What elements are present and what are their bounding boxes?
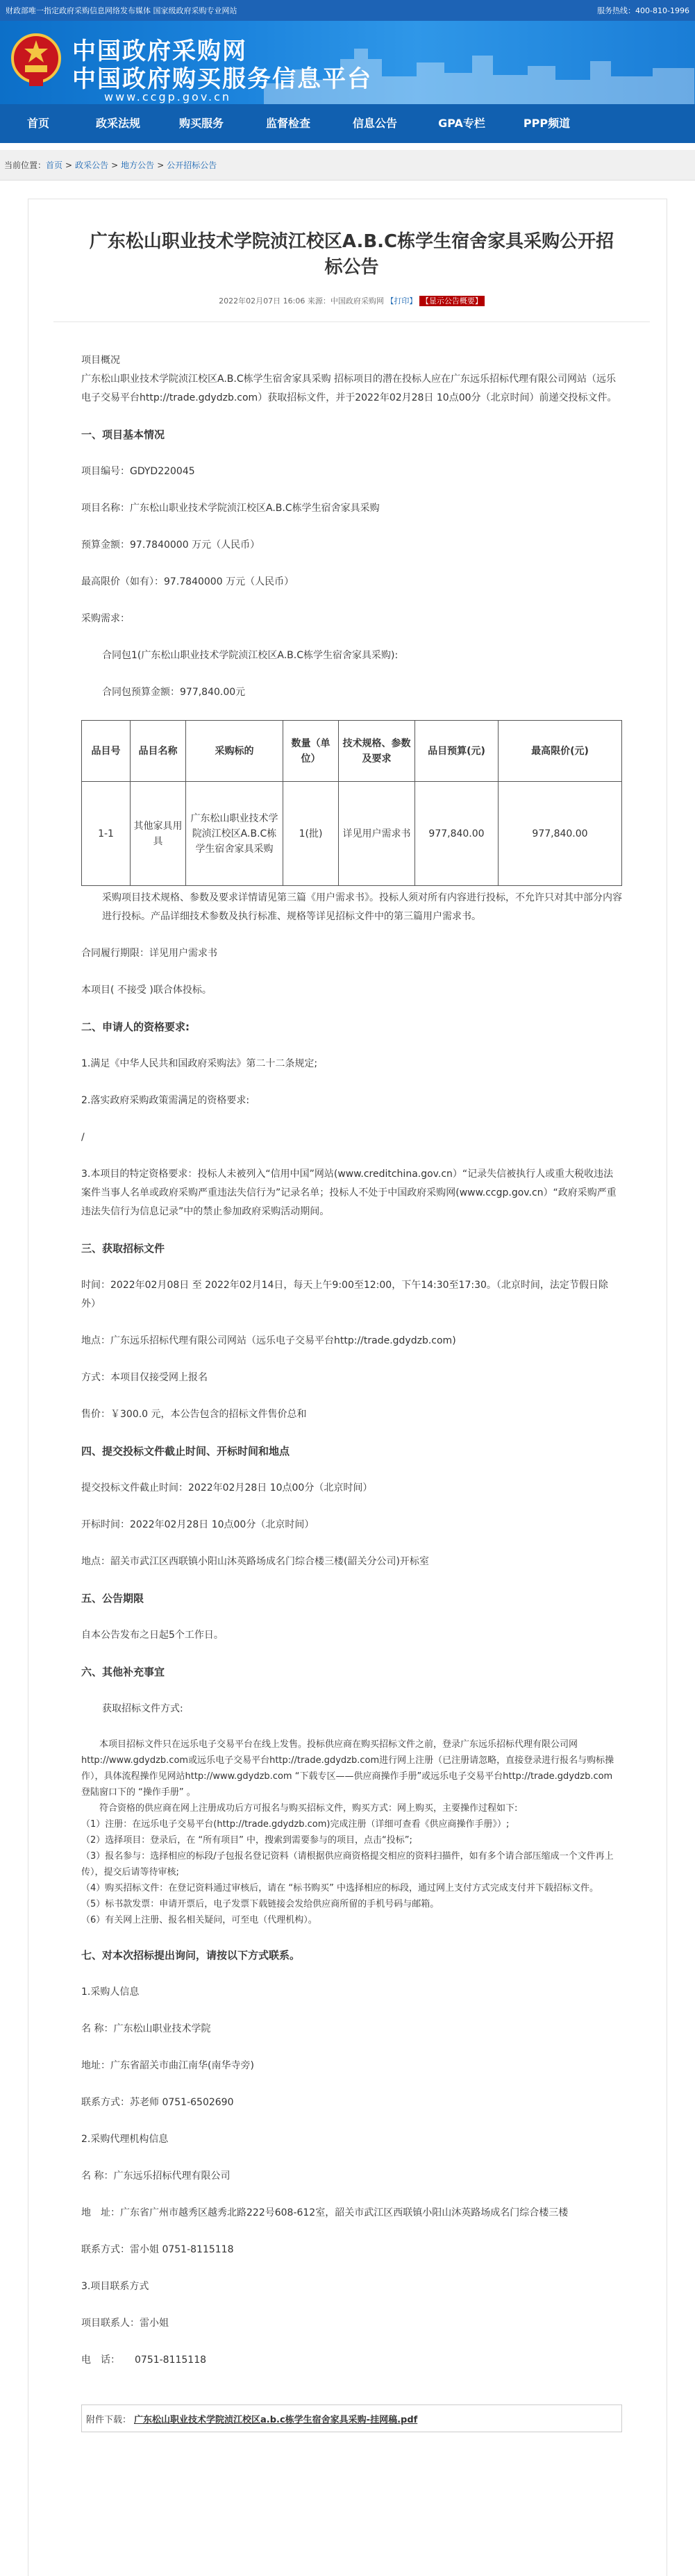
requirement-3: 3.本项目的特定资格要求：投标人未被列入“信用中国”网站(www.creditchina.gov.cn）“记录失信被执行人或重大税收违法案件当事人名单或政府采购严重违法失信行为”记录名单；投标人不处于中国政府采购网(www.ccgp.gov.cn）“政府采购严重违法失信行为信息记录”中的禁止参加政府采购活动期间。 — [81, 1169, 617, 1217]
obtain-place: 地点：广东远乐招标代理有限公司网站（远乐电子交易平台http://trade.gdydzb.com) — [81, 1335, 456, 1346]
nav-regulations[interactable]: 政采法规 — [95, 117, 140, 130]
table-cell: 977,840.00 — [499, 782, 622, 886]
site-banner — [0, 21, 695, 104]
breadcrumb-separator: > — [111, 160, 119, 170]
section-heading: 一、项目基本情况 — [81, 428, 165, 441]
notice-period: 自本公告发布之日起5个工作日。 — [81, 1630, 224, 1641]
table-header: 品目名称 — [131, 721, 186, 782]
step-item: （4）购买招标文件：在登记资料通过审核后，请在 “标书购买” 中选择相应的标段，通过网上支付方式完成支付并下载招标文件。 — [81, 1883, 599, 1893]
purchaser-address: 地址：广东省韶关市曲江南华(南华寺旁) — [81, 2060, 254, 2071]
project-contact-person: 项目联系人：雷小姐 — [81, 2318, 169, 2329]
step-item: （5）标书款发票：申请开票后，电子发票下载链接会发给供应商所留的手机号码与邮箱。 — [81, 1899, 439, 1909]
attachment-download-link[interactable]: 广东松山职业技术学院浈江校区a.b.c栋学生宿舍家具采购-挂网稿.pdf — [134, 2414, 418, 2425]
table-header: 采购标的 — [186, 721, 283, 782]
contract-period: 合同履行期限：详见用户需求书 — [81, 948, 217, 959]
print-link[interactable]: 【打印】 — [386, 296, 417, 306]
table-cell: 1-1 — [82, 782, 131, 886]
show-summary-button[interactable]: 【显示公告概要】 — [419, 296, 485, 306]
breadcrumb-local[interactable]: 地方公告 — [121, 160, 155, 170]
step-item: （6）有关网上注册、报名相关疑问，可至电（代理机构）。 — [81, 1915, 317, 1925]
table-cell: 其他家具用具 — [131, 782, 186, 886]
article-container — [28, 199, 667, 2576]
breadcrumb-separator: > — [157, 160, 165, 170]
breadcrumb-separator: > — [65, 160, 73, 170]
section-heading: 六、其他补充事宜 — [81, 1666, 165, 1678]
article-meta — [81, 295, 622, 306]
contact-section: 3.项目联系方式 — [81, 2281, 149, 2292]
project-number: 项目编号：GDYD220045 — [81, 466, 195, 477]
divider — [53, 321, 650, 322]
top-strip-slogan: 财政部唯一指定政府采购信息网络发布媒体 国家级政府采购专业网站 — [6, 6, 237, 15]
section-heading: 二、申请人的资格要求: — [81, 1021, 190, 1033]
nav-ppp[interactable]: PPP频道 — [523, 117, 571, 130]
purchaser-name: 名 称：广东松山职业技术学院 — [81, 2023, 211, 2034]
breadcrumb-announcements[interactable]: 政采公告 — [75, 160, 109, 170]
section-heading: 五、公告期限 — [81, 1592, 144, 1605]
article-body — [81, 351, 622, 2370]
table-cell: 977,840.00 — [415, 782, 499, 886]
table-header: 品目预算(元) — [415, 721, 499, 782]
submission-deadline: 提交投标文件截止时间：2022年02月28日 10点00分（北京时间） — [81, 1482, 373, 1494]
lot-budget: 合同包预算金额：977,840.00元 — [102, 687, 246, 698]
table-cell: 广东松山职业技术学院浈江校区A.B.C栋学生宿舍家具采购 — [186, 782, 283, 886]
supplementary-text: 本项目招标文件只在远乐电子交易平台在线上发售。投标供应商在购买招标文件之前，登录广东远乐招标代理有限公司网http://www.gdydzb.com或远乐电子交易平台http://trade.gdydzb.com进行网上注册（已注册请忽略，直接登录进行报名与购标操作），具体流程操作见网站http://www.gdydzb.com “下载专区——供应商操作手册”或远乐电子交易平台http://trade.gdydzb.com 登陆窗口下的 “操作手册” 。 — [81, 1739, 614, 1798]
obtain-time: 时间：2022年02月08日 至 2022年02月14日，每天上午9:00至12:00，下午14:30至17:30。（北京时间，法定节假日除外） — [81, 1280, 608, 1310]
nav-purchase-services[interactable]: 购买服务 — [178, 117, 224, 130]
breadcrumb — [0, 150, 695, 181]
items-table — [81, 720, 622, 886]
table-header: 技术规格、参数及要求 — [339, 721, 415, 782]
project-contact-phone: 电 话： 0751-8115118 — [81, 2355, 207, 2366]
section-heading: 四、提交投标文件截止时间、开标时间和地点 — [81, 1445, 290, 1457]
table-cell: 1(批) — [283, 782, 339, 886]
contact-section: 2.采购代理机构信息 — [81, 2134, 169, 2145]
breadcrumb-tender[interactable]: 公开招标公告 — [167, 160, 217, 170]
overview-text: 广东松山职业技术学院浈江校区A.B.C栋学生宿舍家具采购 招标项目的潜在投标人应在广东远乐招标代理有限公司网站（远乐电子交易平台http://trade.gdydzb.com）获取招标文件，并于2022年02月28日 10点00分（北京时间）前递交投标文件。 — [81, 374, 617, 403]
section-heading: 七、对本次招标提出询问，请按以下方式联系。 — [81, 1949, 301, 1962]
overview-heading: 项目概况 — [81, 355, 120, 366]
site-url: www.ccgp.gov.cn — [104, 90, 232, 103]
purchaser-contact: 联系方式：苏老师 0751-6502690 — [81, 2097, 234, 2108]
agency-contact: 联系方式：雷小姐 0751-8115118 — [81, 2244, 234, 2255]
requirement-2: 2.落实政府采购政策需满足的资格要求: — [81, 1095, 250, 1106]
table-header: 品目号 — [82, 721, 131, 782]
table-header: 最高限价(元) — [499, 721, 622, 782]
breadcrumb-home[interactable]: 首页 — [46, 160, 63, 170]
step-item: （3）报名参与：选择相应的标段/子包报名登记资料（请根据供应商资格提交相应的资料扫描件，如有多个请合部压缩成一个文件再上传），提交后请等待审核; — [81, 1851, 614, 1877]
table-header: 数量（单位） — [283, 721, 339, 782]
nav-gpa[interactable]: GPA专栏 — [438, 117, 485, 130]
nav-supervision[interactable]: 监督检查 — [265, 117, 310, 130]
nav-announcements[interactable]: 信息公告 — [352, 117, 397, 130]
attachment-label: 附件下载： — [86, 2414, 132, 2425]
national-emblem-icon — [10, 31, 62, 89]
article-title: 广东松山职业技术学院浈江校区A.B.C栋学生宿舍家具采购公开招标公告 — [89, 231, 614, 278]
agency-name: 名 称：广东远乐招标代理有限公司 — [81, 2171, 231, 2182]
step-item: （1）注册：在远乐电子交易平台(http://trade.gdydzb.com)完成注册（详细可查看《供应商操作手册》）; — [81, 1819, 510, 1830]
step-item: （2）选择项目：登录后，在 “所有项目” 中，搜索到需要参与的项目，点击“投标”; — [81, 1835, 412, 1846]
attachment-bar — [81, 2404, 622, 2432]
project-name: 项目名称：广东松山职业技术学院浈江校区A.B.C栋学生宿舍家具采购 — [81, 503, 380, 514]
breadcrumb-label: 当前位置： — [4, 160, 47, 170]
requirement-2-value: / — [81, 1132, 85, 1143]
site-title: 中国政府采购网 — [72, 37, 247, 65]
opening-time: 开标时间：2022年02月28日 10点00分（北京时间） — [81, 1519, 315, 1530]
site-subtitle: 中国政府购买服务信息平台 — [72, 65, 372, 93]
table-row — [82, 782, 622, 886]
nav-home[interactable]: 首页 — [26, 117, 49, 130]
max-price: 最高限价（如有）：97.7840000 万元（人民币） — [81, 576, 294, 587]
budget-amount: 预算金额：97.7840000 万元（人民币） — [81, 540, 260, 551]
main-nav — [0, 104, 695, 143]
opening-place: 地点：韶关市武江区西联镇小阳山沐英路场成名门综合楼三楼(韶关分公司)开标室 — [81, 1556, 429, 1567]
table-note: 采购项目技术规格、参数及要求详情请见第三篇《用户需求书》。投标人须对所有内容进行投标，不允许只对其中部分内容进行投标。产品详细技术参数及执行标准、规格等详见招标文件中的第三篇用户需求书。 — [102, 892, 622, 922]
obtain-method-heading: 获取招标文件方式: — [102, 1703, 183, 1714]
obtain-method: 方式：本项目仅接受网上报名 — [81, 1372, 208, 1383]
publish-info: 2022年02月07日 16:06 来源：中国政府采购网 — [219, 296, 384, 306]
table-header-row — [82, 721, 622, 782]
consortium-note: 本项目( 不接受 )联合体投标。 — [81, 985, 212, 996]
section-heading: 三、获取招标文件 — [81, 1242, 165, 1255]
agency-address: 地 址：广东省广州市越秀区越秀北路222号608-612室，韶关市武江区西联镇小阳山沐英路场成名门综合楼三楼 — [81, 2207, 569, 2218]
requirement-1: 1.满足《中华人民共和国政府采购法》第二十二条规定; — [81, 1058, 318, 1069]
table-cell: 详见用户需求书 — [339, 782, 415, 886]
contact-section: 1.采购人信息 — [81, 1987, 140, 1998]
supplementary-text: 符合资格的供应商在网上注册成功后方可报名与购买招标文件，购买方式：网上购买，主要操作过程如下: — [99, 1803, 518, 1814]
document-price: 售价：￥300.0 元，本公告包含的招标文件售价总和 — [81, 1409, 307, 1420]
lot-title: 合同包1(广东松山职业技术学院浈江校区A.B.C栋学生宿舍家具采购): — [102, 650, 399, 661]
top-strip — [0, 0, 695, 21]
demand-label: 采购需求： — [81, 613, 130, 624]
supplementary-block — [81, 1737, 622, 1928]
hotline: 服务热线：400-810-1996 — [597, 6, 689, 15]
